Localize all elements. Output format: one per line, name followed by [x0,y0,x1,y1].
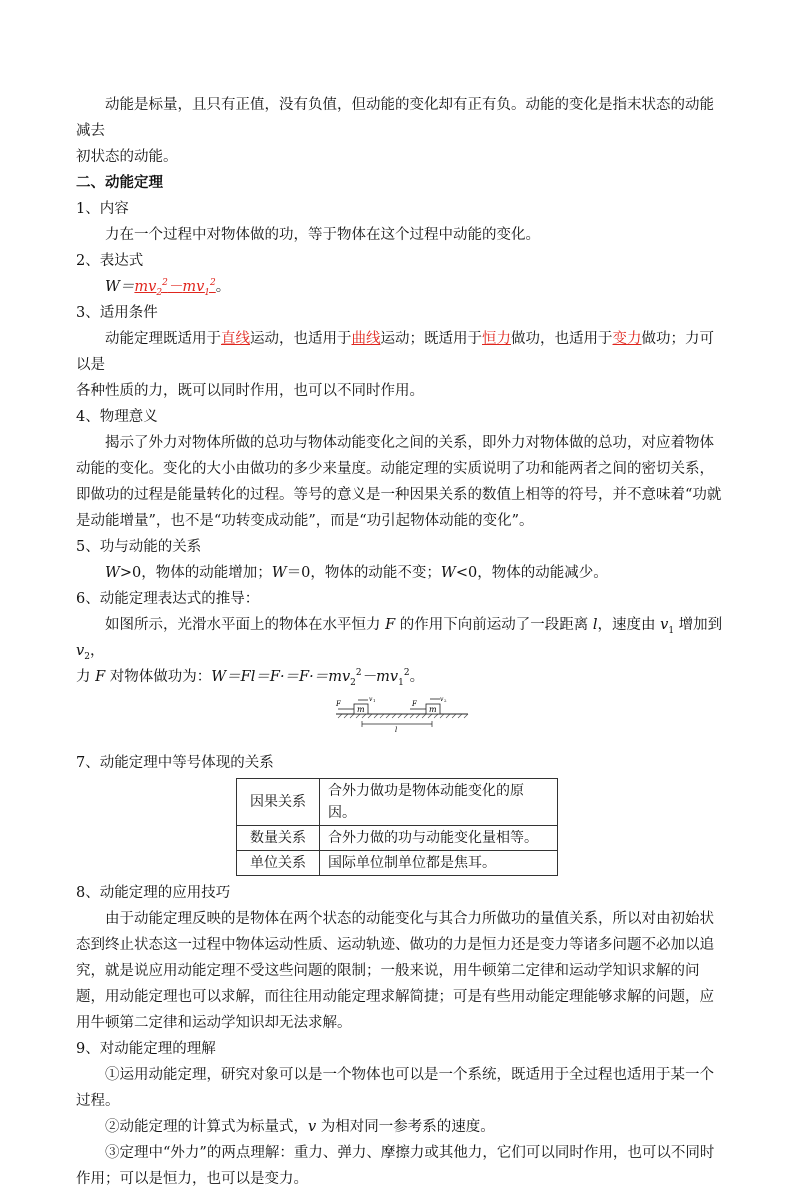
distance-label: l [395,726,398,734]
table-cell-key: 单位关系 [237,851,320,876]
intro-paragraph: 动能是标量，且只有正值，没有负值，但动能的变化却有正有负。动能的变化是指末状态的动能减去 初状态的动能。 [76,97,714,165]
s3-title: 3、适用条件 [76,305,158,321]
s1-title: 1、内容 [76,201,129,217]
velocity-right-label: v [440,696,444,703]
s7-title: 7、动能定理中等号体现的关系 [76,755,274,771]
s1-body: 力在一个过程中对物体做的功，等于物体在这个过程中动能的变化。 [105,227,540,243]
s4-title: 4、物理意义 [76,409,158,425]
s4-body: 揭示了外力对物体所做的总功与物体动能变化之间的关系，即外力对物体做的总功，对应着物体动能的变化。变化的大小由做功的多少来量度。动能定理的实质说明了功和能两者之间的密切关系，即做功的过程是能量转化的过程。等号的意义是一种因果关系的数值上相等的符号，并不意味着“功就是动能增量”，也不是“功转变成动能”，而是“功引起物体动能的变化”。 [76,435,722,529]
s8-title: 8、动能定理的应用技巧 [76,885,231,901]
s9-item-2: ②动能定理的计算式为标量式，v 为相对同一参考系的速度。 [105,1119,495,1135]
velocity-right-sub: 2 [444,698,447,703]
table-cell-value: 国际单位制单位都是焦耳。 [320,851,558,876]
velocity-left-sub: 1 [373,698,376,703]
ground-hatch [338,714,468,718]
table-row [237,779,558,826]
document-page [76,92,728,1192]
velocity-left-label: v [369,696,373,703]
force-right-label: F [412,700,417,708]
motion-diagram [332,694,472,740]
s9-title: 9、对动能定理的理解 [76,1041,216,1057]
table-cell-key: 因果关系 [237,779,320,826]
table-row [237,851,558,876]
s2-title: 2、表达式 [76,253,144,269]
s2-formula: $W=mv_2^2-mv_1^2$。 [105,278,231,298]
s5-title: 5、功与动能的关系 [76,539,202,555]
s5-body: W>0，物体的动能增加；W＝0，物体的动能不变；W<0，物体的动能减少。 [105,565,608,581]
s6-body: 如图所示，光滑水平面上的物体在水平恒力 F 的作用下向前运动了一段距离 l，速度由 $v_1$ 增加到 $v_2$， 力 F 对物体做功为：$W=Fl=F\cdot=F\cdot=mv_2^2-mv_1^2$。 [76,617,723,688]
s9-item-1: ①运用动能定理，研究对象可以是一个物体也可以是一个系统，既适用于全过程也适用于某一个过程。 [76,1067,714,1109]
motion-figure [76,694,728,742]
force-left-label: F [336,700,341,708]
table-row [237,826,558,851]
table-cell-value: 合外力做的功与动能变化量相等。 [320,826,558,851]
s3-body: 动能定理既适用于直线运动，也适用于曲线运动；既适用于恒力做功，也适用于变力做功；力可以是 各种性质的力，既可以同时作用，也可以不同时作用。 [76,331,714,399]
block-right-label: m [429,705,437,714]
s9-item-3: ③定理中“外力”的两点理解：重力、弹力、摩擦力或其他力，它们可以同时作用，也可以不同时作用；可以是恒力，也可以是变力。 [76,1145,715,1187]
table-cell-value: 合外力做功是物体动能变化的原因。 [320,779,558,826]
s6-title: 6、动能定理表达式的推导： [76,591,260,607]
block-left-label: m [357,705,365,714]
section-title: 二、动能定理 [76,175,163,191]
s8-body: 由于动能定理反映的是物体在两个状态的动能变化与其合力所做功的量值关系，所以对由初始状态到终止状态这一过程中物体运动性质、运动轨迹、做功的力是恒力还是变力等诸多问题不必加以追究，就是说应用动能定理不受这些问题的限制；一般来说，用牛顿第二定律和运动学知识求解的问题，用动能定理也可以求解，而往往用动能定理求解简捷；可是有些用动能定理能够求解的问题，应用牛顿第二定律和运动学知识却无法求解。 [76,911,714,1031]
relation-table [236,778,558,876]
table-cell-key: 数量关系 [237,826,320,851]
